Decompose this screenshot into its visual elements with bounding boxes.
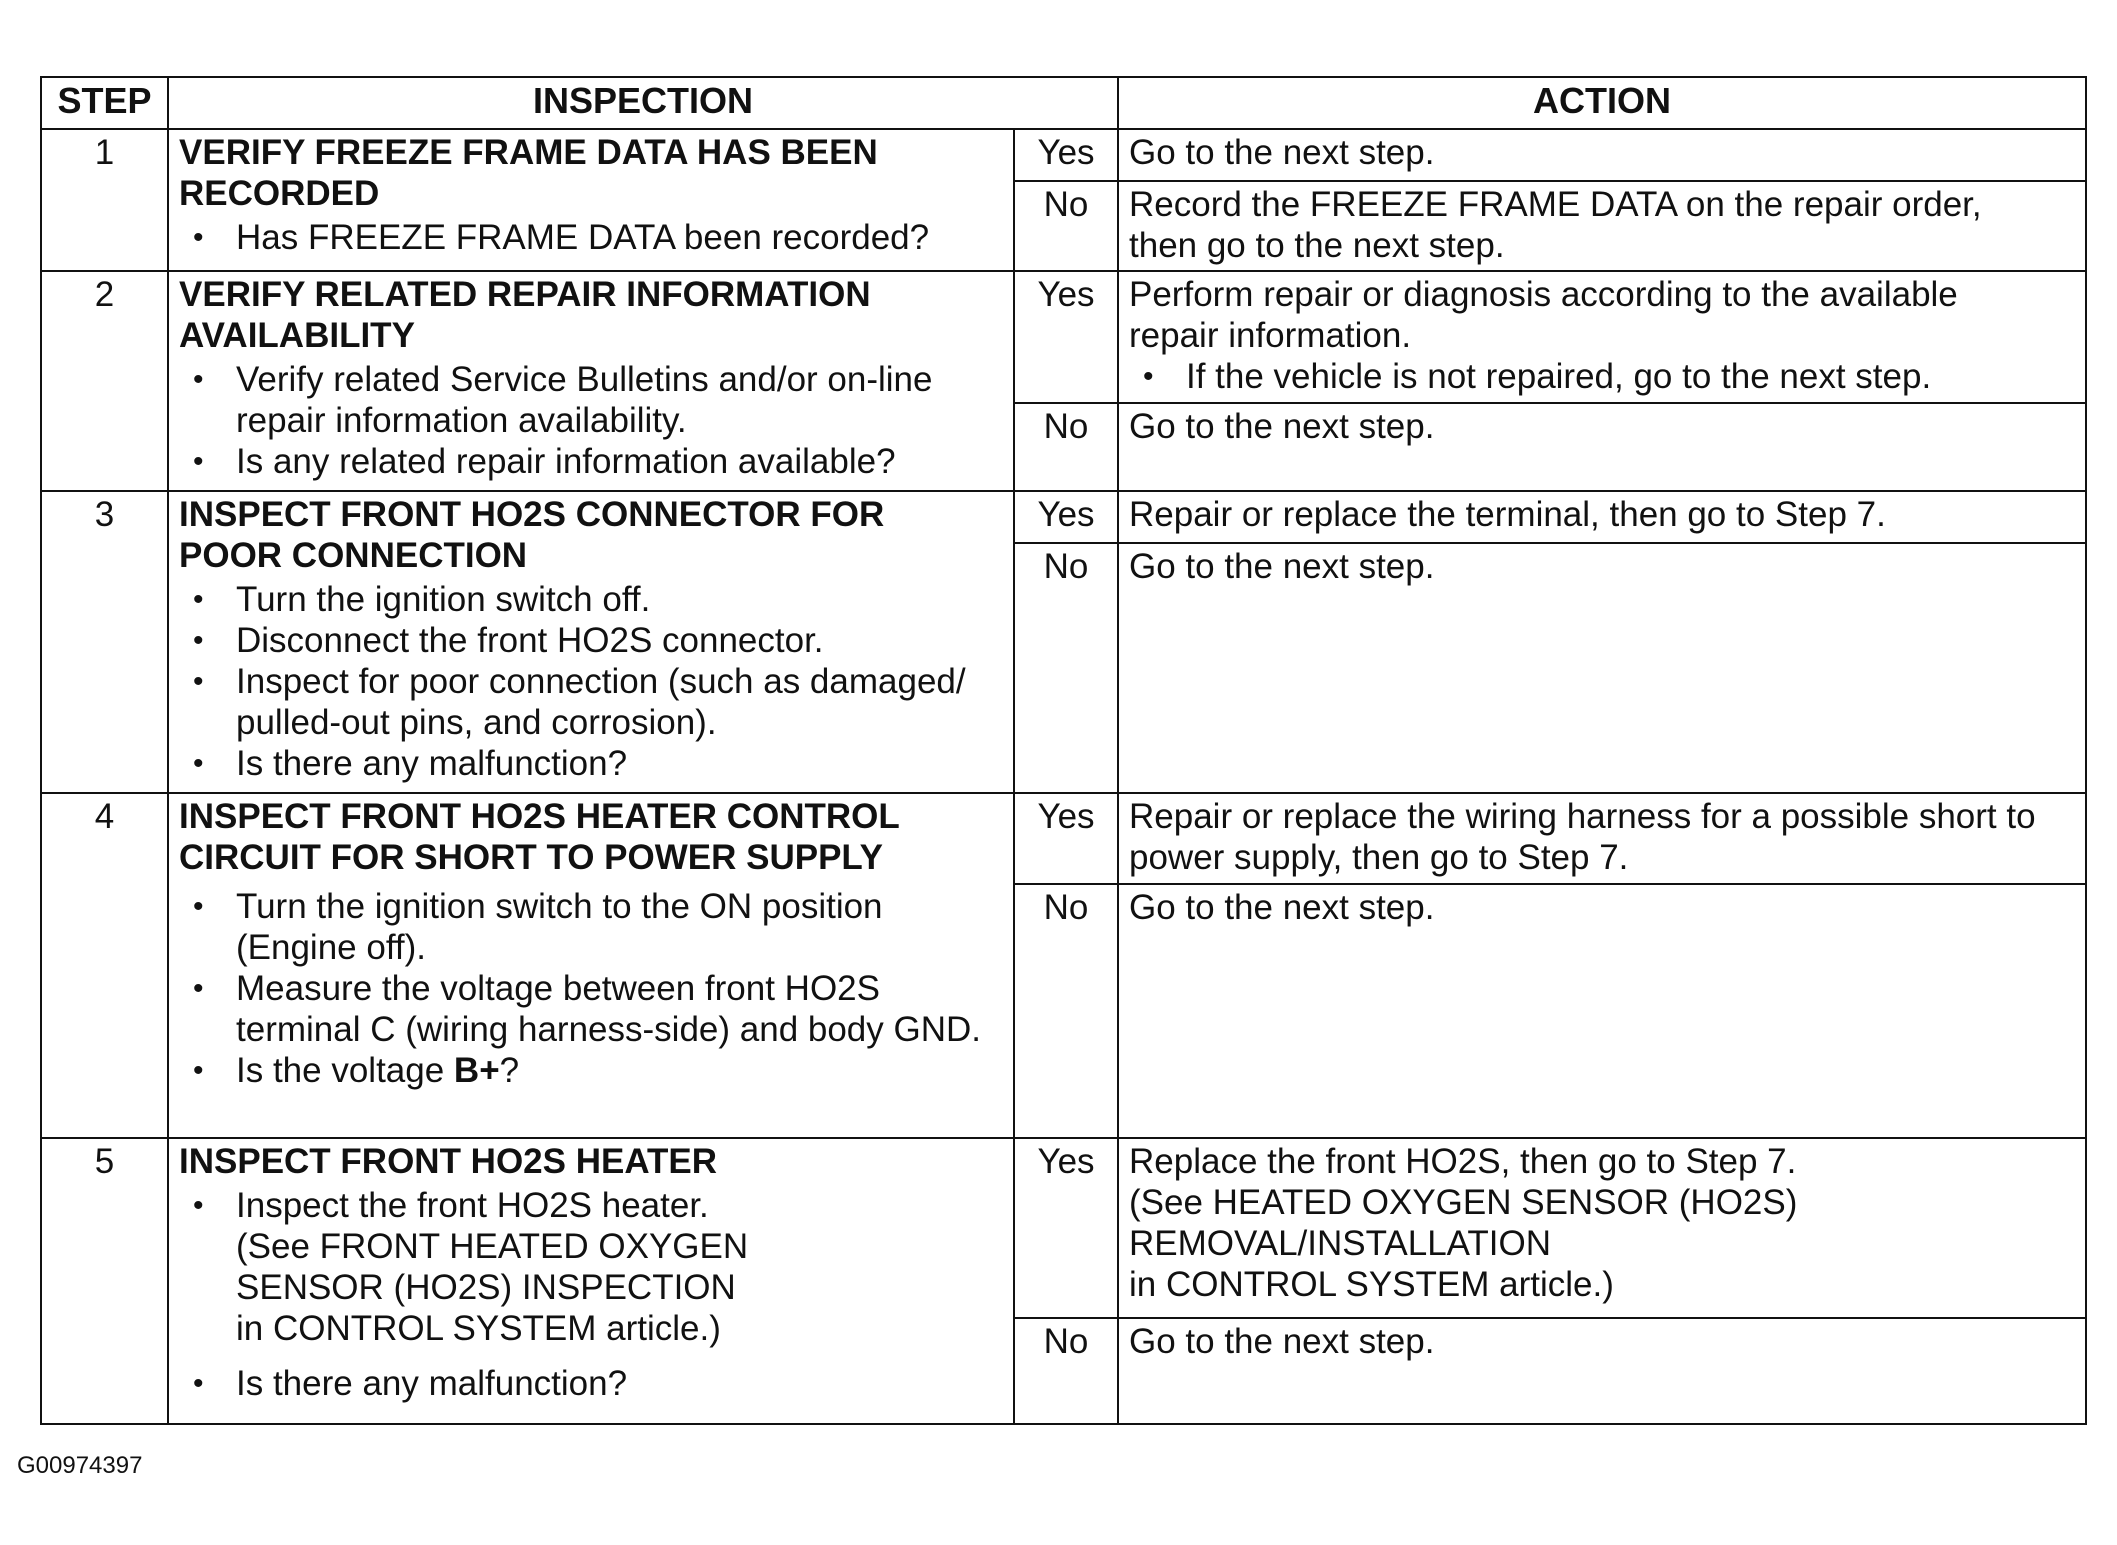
step-title-line: INSPECT FRONT HO2S HEATER CONTROL bbox=[179, 797, 900, 836]
step-title bbox=[179, 132, 1003, 214]
step-bullets bbox=[179, 579, 1003, 784]
action-line: Repair or replace the wiring harness for a possible short to bbox=[1129, 797, 2036, 836]
action-bullets bbox=[1129, 356, 2075, 397]
yes-action: Go to the next step. bbox=[1118, 129, 2086, 181]
yes-action: Repair or replace the terminal, then go to Step 7. bbox=[1118, 491, 2086, 543]
step-title-line: AVAILABILITY bbox=[179, 316, 415, 355]
action-line: repair information. bbox=[1129, 316, 1412, 355]
step-bullet: • Is there any malfunction? bbox=[236, 743, 1003, 784]
header-row bbox=[41, 77, 2086, 129]
step-2-yes-row bbox=[41, 271, 2086, 403]
step-title-line: CIRCUIT FOR SHORT TO POWER SUPPLY bbox=[179, 838, 883, 877]
action-bullet: • If the vehicle is not repaired, go to the next step. bbox=[1186, 356, 2075, 397]
no-action bbox=[1118, 181, 2086, 271]
step-bullet: • Has FREEZE FRAME DATA been recorded? bbox=[236, 217, 1003, 258]
step-bullet: • Measure the voltage between front HO2S terminal C (wiring harness-side) and body GND. bbox=[236, 968, 1003, 1050]
step-bullet: • Verify related Service Bulletins and/or on-line repair information availability. bbox=[236, 359, 1003, 441]
action-line: Perform repair or diagnosis according to the available bbox=[1129, 275, 1958, 314]
no-label: No bbox=[1014, 181, 1118, 271]
step-title-line: VERIFY FREEZE FRAME DATA HAS BEEN bbox=[179, 133, 878, 172]
no-action: Go to the next step. bbox=[1118, 1318, 2086, 1424]
step-title-line: POOR CONNECTION bbox=[179, 536, 528, 575]
action-line: Replace the front HO2S, then go to Step 7. bbox=[1129, 1142, 1797, 1181]
step-bullet bbox=[236, 1050, 1003, 1091]
step-5-yes-row bbox=[41, 1138, 2086, 1318]
step-title bbox=[179, 494, 1003, 576]
bullet-line: (See FRONT HEATED OXYGEN bbox=[236, 1227, 749, 1266]
step-title-line: VERIFY RELATED REPAIR INFORMATION bbox=[179, 275, 871, 314]
bullet-line: SENSOR (HO2S) INSPECTION bbox=[236, 1268, 736, 1307]
step-bullet: • Is there any malfunction? bbox=[236, 1363, 1003, 1404]
no-action: Go to the next step. bbox=[1118, 403, 2086, 491]
yes-label: Yes bbox=[1014, 271, 1118, 403]
diagnostic-procedure-table bbox=[40, 76, 2087, 1425]
step-number: 1 bbox=[41, 129, 168, 271]
step-title bbox=[179, 274, 1003, 356]
action-line: Record the FREEZE FRAME DATA on the repair order, bbox=[1129, 185, 1982, 224]
step-inspection bbox=[168, 491, 1014, 793]
step-title-line: INSPECT FRONT HO2S CONNECTOR FOR bbox=[179, 495, 885, 534]
step-number: 3 bbox=[41, 491, 168, 793]
step-number: 4 bbox=[41, 793, 168, 1138]
no-action: Go to the next step. bbox=[1118, 884, 2086, 1138]
yes-action bbox=[1118, 271, 2086, 403]
header-inspection: INSPECTION bbox=[168, 77, 1118, 129]
step-number: 5 bbox=[41, 1138, 168, 1424]
yes-label: Yes bbox=[1014, 1138, 1118, 1318]
step-inspection bbox=[168, 271, 1014, 491]
voltage-value: B+ bbox=[453, 1051, 500, 1090]
step-bullets bbox=[179, 1185, 1003, 1404]
action-line: REMOVAL/INSTALLATION bbox=[1129, 1224, 1552, 1263]
header-step: STEP bbox=[41, 77, 168, 129]
step-bullet: • Turn the ignition switch to the ON position (Engine off). bbox=[236, 886, 1003, 968]
no-label: No bbox=[1014, 403, 1118, 491]
step-bullet bbox=[236, 1185, 1003, 1349]
figure-id: G00974397 bbox=[17, 1452, 143, 1479]
step-inspection bbox=[168, 793, 1014, 1138]
no-label: No bbox=[1014, 1318, 1118, 1424]
action-line: in CONTROL SYSTEM article.) bbox=[1129, 1265, 1614, 1304]
step-title-line: RECORDED bbox=[179, 174, 380, 213]
step-bullet: • Disconnect the front HO2S connector. bbox=[236, 620, 1003, 661]
step-title bbox=[179, 796, 1003, 878]
step-1-yes-row bbox=[41, 129, 2086, 181]
step-inspection bbox=[168, 129, 1014, 271]
no-label: No bbox=[1014, 543, 1118, 793]
action-line: (See HEATED OXYGEN SENSOR (HO2S) bbox=[1129, 1183, 1798, 1222]
bullet-line: • Inspect the front HO2S heater. bbox=[236, 1186, 709, 1225]
yes-action bbox=[1118, 793, 2086, 884]
action-line: power supply, then go to Step 7. bbox=[1129, 838, 1629, 877]
step-bullets bbox=[179, 217, 1003, 258]
step-bullet: • Inspect for poor connection (such as damaged/ pulled-out pins, and corrosion). bbox=[236, 661, 1003, 743]
header-action: ACTION bbox=[1118, 77, 2086, 129]
step-4-yes-row bbox=[41, 793, 2086, 884]
step-inspection bbox=[168, 1138, 1014, 1424]
step-bullet: • Turn the ignition switch off. bbox=[236, 579, 1003, 620]
step-number: 2 bbox=[41, 271, 168, 491]
bullet-line: in CONTROL SYSTEM article.) bbox=[236, 1309, 721, 1348]
no-action: Go to the next step. bbox=[1118, 543, 2086, 793]
yes-action bbox=[1118, 1138, 2086, 1318]
yes-label: Yes bbox=[1014, 793, 1118, 884]
step-3-yes-row bbox=[41, 491, 2086, 543]
yes-label: Yes bbox=[1014, 129, 1118, 181]
step-bullets bbox=[179, 359, 1003, 482]
step-bullet: • Is any related repair information available? bbox=[236, 441, 1003, 482]
bullet-text: Is the voltage bbox=[236, 1051, 454, 1090]
bullet-text: ? bbox=[499, 1051, 520, 1090]
step-title: INSPECT FRONT HO2S HEATER bbox=[179, 1142, 718, 1181]
yes-label: Yes bbox=[1014, 491, 1118, 543]
no-label: No bbox=[1014, 884, 1118, 1138]
step-bullets bbox=[179, 886, 1003, 1091]
action-line: then go to the next step. bbox=[1129, 226, 1505, 265]
